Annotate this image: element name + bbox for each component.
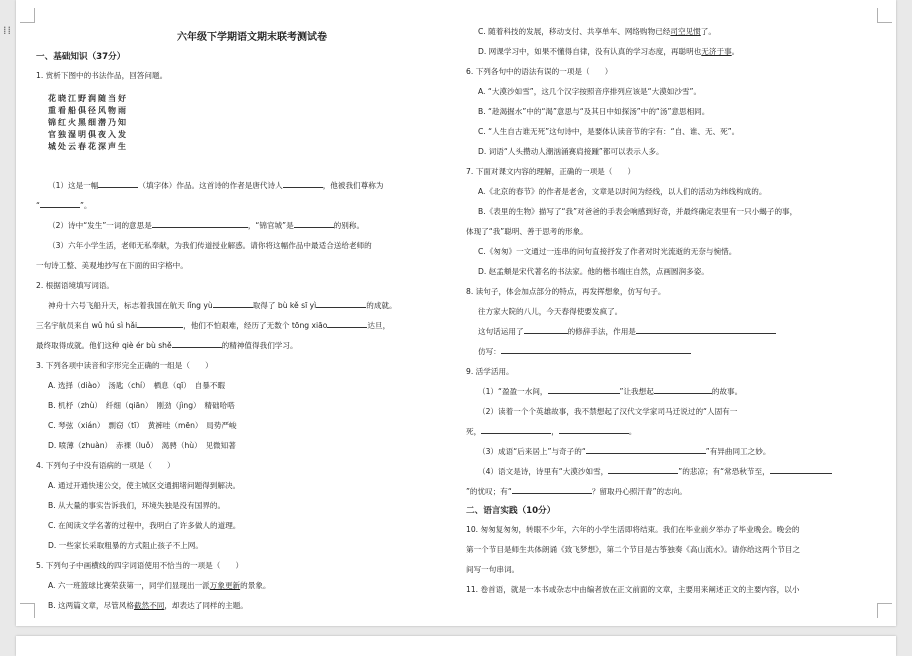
section-heading: 一、基础知识（37分） bbox=[36, 52, 126, 62]
question-9-2: （2）读着一个个英雄故事，我不禁想起了汉代文学家司马迁说过的“人固有一 bbox=[478, 407, 738, 416]
crop-mark-top-left bbox=[20, 8, 35, 23]
question-7-option-c: C.《匆匆》一文通过一连串的问句直接抒发了作者对时光流逝的无奈与惋惜。 bbox=[478, 247, 737, 256]
question-6-option: B. “趁渴掘水”中的“渴”意思与“及其日中如探汤”中的“汤”意思相同。 bbox=[478, 107, 710, 116]
question-4-option: A. 通过开通快速公交，使主城区交通拥堵问题得到解决。 bbox=[48, 481, 241, 490]
question-3-option: C. 琴弦（xián） 剽窃（tī） 黄裤哇（mēn） 局势严峻 bbox=[48, 421, 237, 430]
question-1-2: （2）诗中“发生”一词的意思是 ，“锦官城”是 的别称。 bbox=[36, 216, 468, 236]
question-3-option: A. 选择（diào） 汤匙（chí） 栖息（qī） 自暴不暇 bbox=[48, 381, 226, 390]
question-8-blank-1: 这句话运用了 的修辞手法，作用是 bbox=[466, 322, 878, 342]
question-8-blank-2: 仿写： bbox=[466, 342, 878, 362]
question-10-cont: 第一个节目是师生共体朗诵《致飞梦想》，第二个节目是古筝独奏《高山流水》。请你给这两个节目之 bbox=[466, 545, 801, 554]
poem-line: 花晓江野润随当好 bbox=[48, 93, 128, 103]
question-1-3: （3）六年小学生活，老师无私奉献，为我们传道授业解惑。请你将这幅作品中最适合送给老师的 bbox=[48, 241, 372, 250]
crop-mark-bottom-left bbox=[20, 603, 35, 618]
document-page bbox=[16, 0, 896, 626]
right-column bbox=[466, 22, 878, 600]
question-9-4: （4）语文是诗，诗里有“大漠沙如雪， ”的悲凉；有“常恐秋节至， bbox=[466, 462, 878, 482]
question-2-line-1: 神舟十六号飞船升天，标志着我国在航天 lǐng yù 取得了 bù kě sī yì 的成就。 bbox=[36, 296, 468, 316]
question-9: 9. 活学活用。 bbox=[466, 367, 514, 376]
next-page bbox=[16, 636, 896, 656]
question-2: 2. 根据语境填写词语。 bbox=[36, 281, 115, 290]
calligraphy-image bbox=[48, 92, 158, 172]
question-5: 5. 下列句子中画横线的四字词语使用不恰当的一项是（ ） bbox=[36, 561, 244, 570]
question-8-sentence: 往方家大院的八儿，今天春得使要发疯了。 bbox=[478, 307, 623, 316]
left-column bbox=[36, 0, 468, 616]
crop-mark-bottom-right bbox=[877, 603, 892, 618]
poem-line: 官独湿明俱夜入发 bbox=[48, 129, 128, 139]
question-8: 8. 读句子，体会加点部分的特点，再发挥想象，仿写句子。 bbox=[466, 287, 666, 296]
question-3-option: B. 机杼（zhù） 纤细（qiān） 刚劲（jìng） 精础哈嗒 bbox=[48, 401, 235, 410]
question-7-option-b-cont: 体现了“我”聪明、善于思考的形象。 bbox=[466, 227, 588, 236]
question-7-option-a: A.《北京的春节》的作者是老舍，文章是以时间为经线，以人们的活动为纬线构成的。 bbox=[478, 187, 767, 196]
question-9-1: （1）“盈盈一水间， ”让我想起 的故事。 bbox=[466, 382, 878, 402]
question-1: 1. 赏析下图中的书法作品，回答问题。 bbox=[36, 71, 168, 80]
question-6-option: C. “人生自古谁无死”这句诗中，是要体认读音节的字有：“自、谁、无、死”。 bbox=[478, 127, 740, 136]
question-4: 4. 下列句子中没有语病的一项是（ ） bbox=[36, 461, 175, 470]
question-9-4-cont: ”的忧叹；有“ ？留取丹心照汗青”的志向。 bbox=[466, 482, 878, 502]
question-11: 11. 卷首语，就是一本书或杂志中由编者放在正文前面的文章，主要用来阐述正文的主要内容，以小 bbox=[466, 585, 800, 594]
poem-line: 城处云春花深声生 bbox=[48, 141, 128, 151]
section-heading: 二、语言实践（10分） bbox=[466, 506, 556, 516]
poem-line: 锦红火黑细潜乃知 bbox=[48, 117, 128, 127]
question-5-option-d: D. 网课学习中，如果不懂得自律，没有认真的学习态度，再聪明也无济于事。 bbox=[478, 47, 740, 56]
question-4-option: C. 在阅读文学名著的过程中，我明白了许多做人的道理。 bbox=[48, 521, 241, 530]
question-9-2-cont: 死， ， 。 bbox=[466, 422, 878, 442]
question-5-option-c: C. 随着科技的发展，移动支付、共享单车、网络购物已经司空见惯了。 bbox=[478, 27, 716, 36]
question-6: 6. 下列各句中的语法有误的一项是（ ） bbox=[466, 67, 613, 76]
page-title: 六年级下学期语文期末联考测试卷 bbox=[177, 32, 327, 43]
question-7-option-d: D. 赵孟頫是宋代著名的书法家。他的楷书端庄自然，点画圆润多姿。 bbox=[478, 267, 709, 276]
question-10: 10. 匆匆复匆匆，转眼不少年，六年的小学生活即将结束。我们在毕业前夕举办了毕业晚会。晚会的 bbox=[466, 525, 800, 534]
question-3: 3. 下列各项中读音和字形完全正确的一组是（ ） bbox=[36, 361, 213, 370]
question-6-option: A. “大漠沙如雪”，这几个汉字按照音序排列应该是“大漠如沙雪”。 bbox=[478, 87, 702, 96]
question-7: 7. 下面对课文内容的理解，正确的一项是（ ） bbox=[466, 167, 636, 176]
question-4-option: D. 一些家长采取粗暴的方式阻止孩子不上网。 bbox=[48, 541, 203, 550]
question-7-option-b: B.《表里的生物》描写了“我”对爸爸的手表会响感到好奇，并最终确定表里有一只小蝎子的事， bbox=[478, 207, 798, 216]
question-6-option: D. 词语“人头攒动人潮汹涌赛肩接踵”都可以表示人多。 bbox=[478, 147, 664, 156]
poem-line: 重看船俱径风物雨 bbox=[48, 105, 128, 115]
question-9-3: （3）成语“后来居上”与奇子的“ ”有异曲同工之妙。 bbox=[466, 442, 878, 462]
question-1-1-cont: “ ”。 bbox=[36, 196, 468, 216]
question-1-1: （1）这是一幅 （填字体）作品。这首诗的作者是唐代诗人 ，他被我们尊称为 bbox=[36, 176, 468, 196]
drag-handle-icon[interactable]: ⁞⁞ bbox=[3, 24, 12, 37]
question-4-option: B. 从大量的事实告诉我们，环境失独是没有国界的。 bbox=[48, 501, 226, 510]
question-2-line-2: 三名宇航员来自 wǔ hú sì hǎi ，他们不怕艰难，经历了无数个 tōng xiāo 达旦， bbox=[36, 316, 468, 336]
question-5-option-a: A. 六一班篮球比赛荣获第一，同学们显现出一派万象更新的景象。 bbox=[48, 581, 271, 590]
question-2-line-3: 最终取得成就。他们这种 qiè ér bù shě 的精神值得我们学习。 bbox=[36, 336, 468, 356]
question-10-cont: 间写一句串词。 bbox=[466, 565, 520, 574]
question-5-option-b: B. 这两篇文章，尽管风格截然不同，却表达了同样的主题。 bbox=[48, 601, 248, 610]
crop-mark-top-right bbox=[877, 8, 892, 23]
question-3-option: D. 喷薄（zhuàn） 赤裸（luǒ） 渴骋（hù） 见微知著 bbox=[48, 441, 236, 450]
question-1-3-cont: 一句诗工整、美观地抄写在下面的田字格中。 bbox=[36, 261, 188, 270]
